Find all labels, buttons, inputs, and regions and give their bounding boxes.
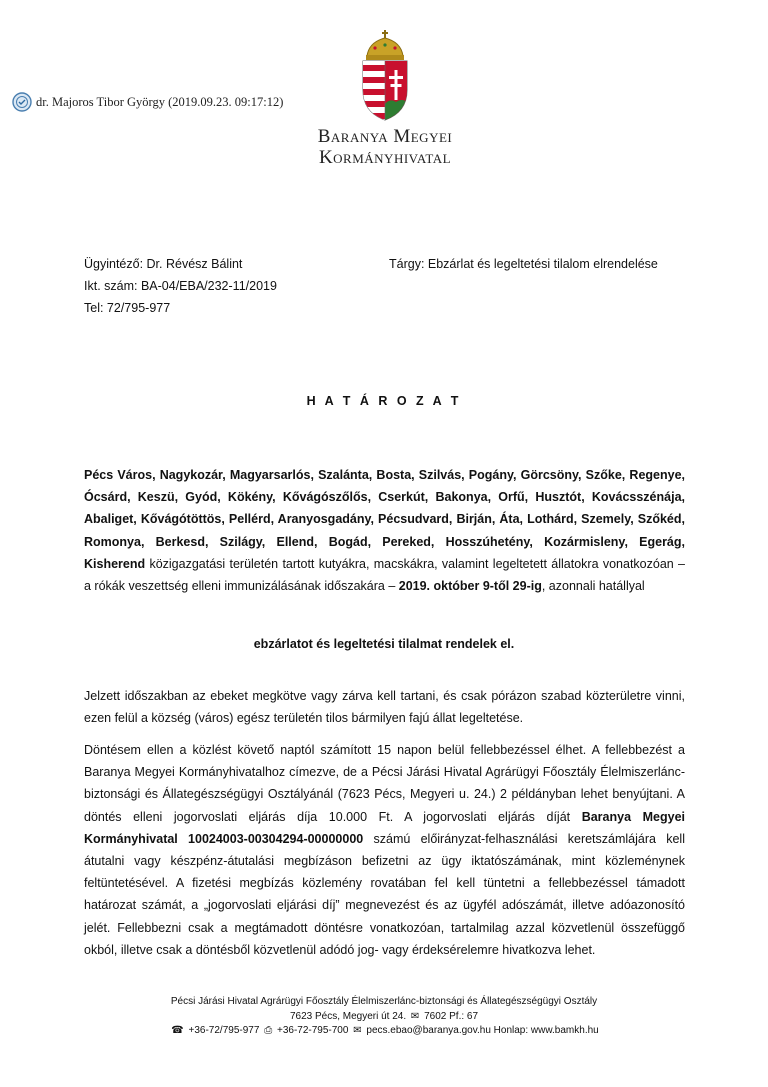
signature-text: dr. Majoros Tibor György (2019.09.23. 09:17:12): [36, 94, 284, 109]
appeal-text-part2: számú előirányzat-felhasználási keretszámlájára kell átutalni vagy készpénz-átutalási megbízáson befizetni az ügy iktatószámának, mint közleménynek feltüntetésével. A fizetési megbízás közlemény rovatában fel kell tüntetni a fellebbezéssel támadott határozat számát, a „jogorvoslati eljárási díj” megnevezést és az ügyfél adószámát, illetve adóazonosító jelét. Fellebbezni csak a megtámadott döntésre vonatkozóan, tartalmilag azzal közvetlenül összefüggő okból, illetve csak a döntésből közvetlenül adódó jog- vagy érdeksérelemre hivatkozva lehet.: [84, 831, 685, 957]
paragraph-rules: Jelzett időszakban az ebeket megkötve vagy zárva kell tartani, és csak pórázon szabad közterületre vinni, ezen felül a község (város) egész területén tilos bármilyen fajú állat legeltetése.: [84, 689, 685, 726]
organization-logo: [300, 30, 470, 168]
mailbox-icon: ✉: [410, 1010, 420, 1022]
footer-email[interactable]: pecs.ebao@baranya.gov.hu: [366, 1025, 491, 1036]
organization-name-line2: Kormányhivatal: [318, 147, 452, 168]
page-footer: [100, 995, 668, 1039]
paragraph-places: [84, 464, 685, 597]
file-number: Ikt. szám: BA-04/EBA/232-11/2019: [84, 279, 277, 293]
digital-signature: [12, 92, 283, 112]
organization-name-line1: Baranya Megyei: [317, 126, 453, 147]
bank-account: Baranya Megyei Kormányhivatal 10024003-00304294-00000000: [84, 809, 685, 846]
phone-number: Tel: 72/795-977: [84, 301, 171, 315]
footer-address: [100, 1010, 668, 1025]
signature-seal-icon: [12, 92, 32, 112]
decision-statement: ebzárlatot és legeltetési tilalmat rendelek el.: [253, 637, 515, 651]
document-metadata: [84, 253, 684, 319]
document-subject: Tárgy: Ebzárlat és legeltetési tilalom elrendelése: [389, 257, 658, 271]
footer-website[interactable]: Honlap: www.bamkh.hu: [493, 1025, 599, 1036]
period-dates: 2019. október 9-től 29-ig: [398, 579, 542, 594]
paragraph-places-middle: közigazgatási területén tartott kutyákra, macskákra, valamint legeltetett állatokra vonatkozóan – a rókák veszettség elleni immunizálásának időszakára –: [84, 556, 685, 594]
clerk-name: Ügyintéző: Dr. Révész Bálint: [84, 257, 243, 271]
paragraph-places-end: , azonnali hatállyal: [541, 579, 645, 594]
appeal-text-part1: Döntésem ellen a közlést követő naptól számított 15 napon belül fellebbezéssel élhet. A fellebbezést a Baranya Megyei Kormányhivatalhoz címezve, de a Pécsi Járási Hivatal Agrárügyi Főosztály Élelmiszerlánc-biztonsági és Állategészségügyi Osztályánál (7623 Pécs, Megyeri u. 24.) 2 példányban lehet benyújtani. A döntés elleni jogorvoslati eljárás díja 10.000 Ft. A jogorvoslati eljárás díját: [84, 743, 685, 824]
footer-contacts: [100, 1024, 668, 1039]
coat-of-arms-icon: [357, 30, 413, 122]
email-icon: ✉: [353, 1025, 362, 1036]
paragraph-appeal: [84, 739, 685, 961]
footer-street-address: 7623 Pécs, Megyeri út 24.: [289, 1010, 407, 1022]
fax-icon: ⎙: [264, 1025, 273, 1036]
place-list: Pécs Város, Nagykozár, Magyarsarlós, Szalánta, Bosta, Szilvás, Pogány, Görcsöny, Szőke, Regenye, Ócsárd, Keszü, Gyód, Kökény, Kővágószőlős, Cserkút, Bakonya, Orfű, Husztót, Kovácsszénája, Abaliget, Kővágótöttös, Pellérd, Aranyosgadány, Pécsudvard, Birján, Áta, Lothárd, Szemely, Szőkéd, Romonya, Berkesd, Szilágy, Ellend, Bogád, Pereked, Hosszúhetény, Kozármisleny, Egerág, Kisherend: [84, 468, 685, 571]
footer-office: Pécsi Járási Hivatal Agrárügyi Főosztály Élelmiszerlánc-biztonsági és Állategészségügyi Osztály: [170, 996, 598, 1007]
footer-phone: +36-72/795-977: [188, 1025, 260, 1036]
footer-fax: +36-72-795-700: [276, 1025, 349, 1036]
footer-po-box: 7602 Pf.: 67: [424, 1010, 479, 1022]
document-title: H A T Á R O Z A T: [306, 394, 462, 408]
organization-name: [300, 126, 470, 168]
phone-icon: ☎: [171, 1025, 184, 1036]
